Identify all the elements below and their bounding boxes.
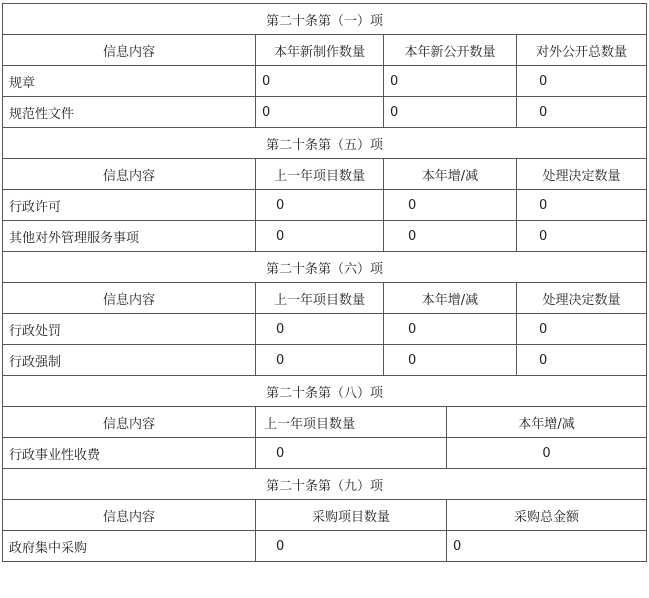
table-row [3,531,647,562]
row-value: 0 [256,97,384,128]
section-title-row [3,469,647,500]
row-value: 0 [447,438,647,469]
row-label: 规范性文件 [3,97,256,128]
header-cell: 信息内容 [3,407,256,438]
row-label: 行政许可 [3,190,256,221]
table-row [3,97,647,128]
section-title-row [3,252,647,283]
section-title: 第二十条第（六）项 [3,252,647,283]
row-value: 0 [256,531,447,562]
table-row [3,345,647,376]
header-cell: 本年增/减 [384,283,517,314]
row-value: 0 [384,221,517,252]
row-value: 0 [256,221,384,252]
section-title-row [3,376,647,407]
header-row [3,35,647,66]
row-label: 政府集中采购 [3,531,256,562]
row-value: 0 [517,221,647,252]
section-title-row [3,4,647,35]
row-label: 其他对外管理服务事项 [3,221,256,252]
header-cell: 信息内容 [3,159,256,190]
disclosure-table [2,3,647,562]
header-cell: 本年增/减 [384,159,517,190]
row-value: 0 [256,438,447,469]
table-row [3,438,647,469]
header-cell: 处理决定数量 [517,283,647,314]
header-cell: 采购项目数量 [256,500,447,531]
header-cell: 信息内容 [3,283,256,314]
header-cell: 本年新公开数量 [384,35,517,66]
header-row [3,407,647,438]
header-cell: 本年增/减 [447,407,647,438]
table-row [3,314,647,345]
row-label: 行政事业性收费 [3,438,256,469]
header-cell: 对外公开总数量 [517,35,647,66]
section-title: 第二十条第（八）项 [3,376,647,407]
header-cell: 信息内容 [3,35,256,66]
header-cell: 处理决定数量 [517,159,647,190]
section-title-row [3,128,647,159]
section-title: 第二十条第（五）项 [3,128,647,159]
row-value: 0 [517,314,647,345]
section-title: 第二十条第（一）项 [3,4,647,35]
header-row [3,283,647,314]
row-value: 0 [384,190,517,221]
row-label: 行政强制 [3,345,256,376]
header-cell: 上一年项目数量 [256,283,384,314]
header-cell: 采购总金额 [447,500,647,531]
table-row [3,190,647,221]
row-label: 规章 [3,66,256,97]
row-value: 0 [517,66,647,97]
row-value: 0 [447,531,647,562]
row-label: 行政处罚 [3,314,256,345]
header-row [3,500,647,531]
section-title: 第二十条第（九）项 [3,469,647,500]
header-cell: 信息内容 [3,500,256,531]
row-value: 0 [256,66,384,97]
row-value: 0 [384,345,517,376]
header-cell: 上一年项目数量 [256,159,384,190]
header-row [3,159,647,190]
table-row [3,221,647,252]
row-value: 0 [256,314,384,345]
row-value: 0 [256,190,384,221]
row-value: 0 [256,345,384,376]
header-cell: 上一年项目数量 [256,407,447,438]
header-cell: 本年新制作数量 [256,35,384,66]
row-value: 0 [384,97,517,128]
row-value: 0 [384,66,517,97]
row-value: 0 [384,314,517,345]
row-value: 0 [517,345,647,376]
row-value: 0 [517,97,647,128]
row-value: 0 [517,190,647,221]
table-row [3,66,647,97]
